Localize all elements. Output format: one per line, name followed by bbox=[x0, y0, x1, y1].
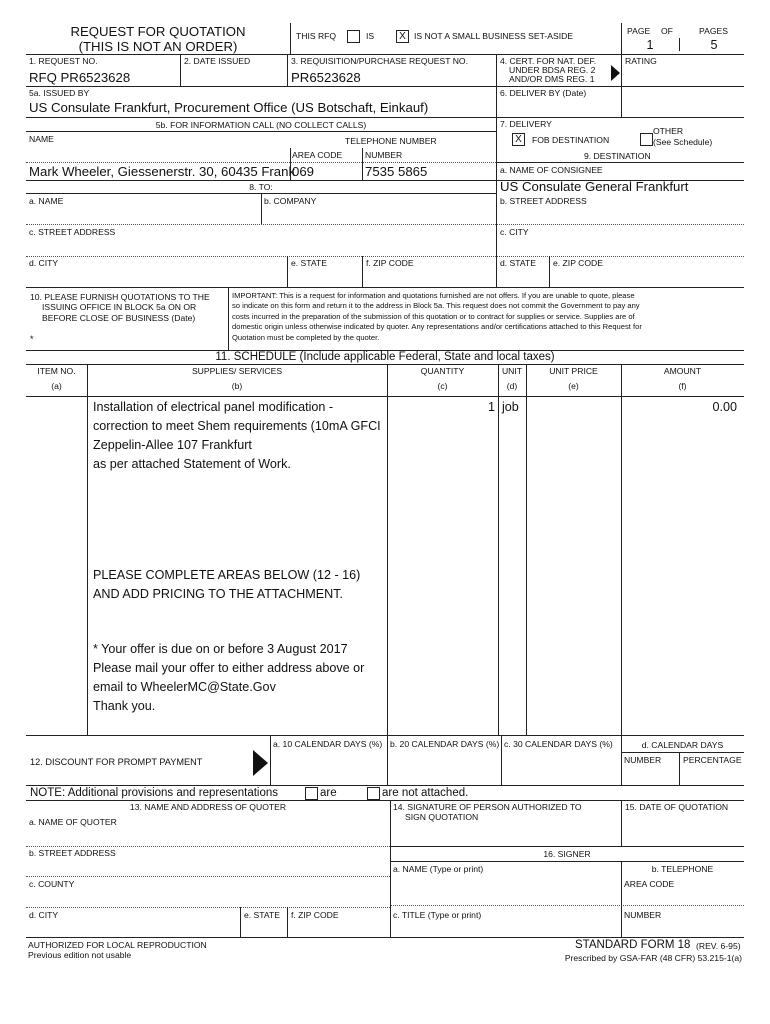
col-unit-sub: (d) bbox=[506, 381, 518, 391]
description-line[interactable]: correction to meet Shem requirements (10mA GFCI bbox=[93, 419, 381, 433]
deliver-by-label: 6. DELIVER BY (Date) bbox=[500, 88, 587, 98]
col-unit-header: UNIT bbox=[501, 366, 523, 376]
col-supplies-header: SUPPLIES/ SERVICES bbox=[191, 366, 283, 376]
discount-20-label[interactable]: b. 20 CALENDAR DAYS (%) bbox=[390, 739, 500, 749]
provisions-note: NOTE: Additional provisions and representations bbox=[30, 787, 279, 799]
col-amount-sub: (f) bbox=[678, 381, 687, 391]
dest-street-label: b. STREET ADDRESS bbox=[500, 196, 587, 206]
area-code-field[interactable]: 069 bbox=[292, 164, 315, 179]
signer-name-label[interactable]: a. NAME (Type or print) bbox=[393, 864, 484, 874]
rating-arrow-icon bbox=[611, 65, 620, 81]
due-line: * Your offer is due on or before 3 August 2017 bbox=[93, 642, 348, 656]
consignee-field[interactable]: US Consulate General Frankfurt bbox=[500, 179, 689, 194]
description-line[interactable]: Zeppelin-Allee 107 Frankfurt bbox=[93, 438, 252, 452]
telephone-label: TELEPHONE NUMBER bbox=[345, 136, 437, 146]
signer-number-label[interactable]: NUMBER bbox=[624, 910, 662, 920]
to-name-label: a. NAME bbox=[29, 196, 64, 206]
issued-by-field[interactable]: US Consulate Frankfurt, Procurement Office (US Botschaft, Einkauf) bbox=[29, 100, 429, 115]
description-line[interactable]: as per attached Statement of Work. bbox=[93, 457, 291, 471]
contact-name-field[interactable]: Mark Wheeler, Giessenerstr. 30, 60435 Frank bbox=[29, 164, 296, 179]
to-label: 8. TO: bbox=[249, 182, 273, 192]
this-rfq-label: THIS RFQ bbox=[296, 31, 337, 41]
footer-previous-edition: Previous edition not usable bbox=[28, 950, 132, 960]
cert-label-2: UNDER BDSA REG. 2 bbox=[509, 65, 596, 75]
instructions-line: PLEASE COMPLETE AREAS BELOW (12 - 16) bbox=[93, 568, 361, 582]
quoter-county-label[interactable]: c. COUNTY bbox=[29, 879, 75, 889]
page-label: PAGE bbox=[627, 26, 651, 36]
footer-form-name: STANDARD FORM 18 bbox=[575, 939, 691, 951]
instructions-line: AND ADD PRICING TO THE ATTACHMENT. bbox=[93, 587, 344, 601]
dest-zip-label: e. ZIP CODE bbox=[553, 258, 603, 268]
issued-by-label: 5a. ISSUED BY bbox=[29, 88, 90, 98]
pages-count[interactable]: 5 bbox=[710, 38, 718, 52]
discount-30-label[interactable]: c. 30 CALENDAR DAYS (%) bbox=[504, 739, 613, 749]
to-zip-label: f. ZIP CODE bbox=[366, 258, 414, 268]
requisition-field[interactable]: PR6523628 bbox=[291, 70, 361, 85]
quoter-label: 13. NAME AND ADDRESS OF QUOTER bbox=[129, 802, 287, 812]
cert-label-1: 4. CERT. FOR NAT. DEF. bbox=[500, 56, 597, 66]
fob-label: FOB DESTINATION bbox=[532, 135, 610, 145]
are-not-checkbox[interactable] bbox=[367, 787, 380, 800]
discount-percentage-label[interactable]: PERCENTAGE bbox=[683, 755, 742, 765]
signature-label-2[interactable]: SIGN QUOTATION bbox=[405, 812, 479, 822]
info-call-label: 5b. FOR INFORMATION CALL (NO COLLECT CALLS) bbox=[155, 120, 367, 130]
are-not-label: are not attached. bbox=[382, 787, 469, 799]
request-no-label: 1. REQUEST NO. bbox=[29, 56, 98, 66]
col-unit-price-sub: (e) bbox=[568, 381, 579, 391]
of-label: OF bbox=[661, 26, 673, 36]
date-issued-label: 2. DATE ISSUED bbox=[184, 56, 251, 66]
other-label: OTHER bbox=[653, 126, 684, 136]
number-label: NUMBER bbox=[365, 150, 403, 160]
signer-telephone-label: b. TELEPHONE bbox=[651, 864, 714, 874]
amount-field[interactable]: 0.00 bbox=[712, 400, 737, 414]
col-quantity-sub: (c) bbox=[437, 381, 448, 391]
consignee-label: a. NAME OF CONSIGNEE bbox=[500, 165, 603, 175]
schedule-title: 11. SCHEDULE (Include applicable Federal, State and local taxes) bbox=[215, 351, 555, 363]
to-state-label: e. STATE bbox=[291, 258, 327, 268]
is-not-checkbox[interactable]: X bbox=[396, 30, 409, 43]
to-street-label: c. STREET ADDRESS bbox=[29, 227, 116, 237]
quoter-city-label[interactable]: d. CITY bbox=[29, 910, 59, 920]
signature-label-1: 14. SIGNATURE OF PERSON AUTHORIZED TO bbox=[393, 802, 582, 812]
form-title: REQUEST FOR QUOTATION bbox=[70, 24, 246, 39]
delivery-label: 7. DELIVERY bbox=[500, 119, 552, 129]
description-line[interactable]: Installation of electrical panel modification - bbox=[93, 400, 334, 414]
fob-checkbox[interactable]: X bbox=[512, 133, 525, 146]
quoter-zip-label[interactable]: f. ZIP CODE bbox=[291, 910, 339, 920]
is-checkbox[interactable] bbox=[347, 30, 360, 43]
discount-label: 12. DISCOUNT FOR PROMPT PAYMENT bbox=[30, 757, 203, 767]
col-quantity-header: QUANTITY bbox=[420, 366, 465, 376]
col-item-sub: (a) bbox=[51, 381, 62, 391]
block10-star[interactable]: * bbox=[30, 334, 34, 344]
to-city-label: d. CITY bbox=[29, 258, 59, 268]
form-subtitle: (THIS IS NOT AN ORDER) bbox=[78, 39, 238, 54]
due-line: email to WheelerMC@State.Gov bbox=[93, 680, 276, 694]
pages-label: PAGES bbox=[699, 26, 728, 36]
col-amount-header: AMOUNT bbox=[663, 366, 702, 376]
important-line5: Quotation must be completed by the quoter. bbox=[232, 333, 380, 342]
destination-label: 9. DESTINATION bbox=[584, 151, 651, 161]
signer-title-label[interactable]: c. TITLE (Type or print) bbox=[393, 910, 482, 920]
contact-name-label: NAME bbox=[29, 134, 54, 144]
number-field[interactable]: 7535 5865 bbox=[365, 164, 428, 179]
due-line: Please mail your offer to either address above or bbox=[93, 661, 365, 675]
footer-prescribed: Prescribed by GSA-FAR (48 CFR) 53.215-1(a) bbox=[564, 953, 742, 963]
are-checkbox[interactable] bbox=[305, 787, 318, 800]
quantity-field[interactable]: 1 bbox=[487, 400, 495, 414]
footer-authorized: AUTHORIZED FOR LOCAL REPRODUCTION bbox=[28, 940, 207, 950]
discount-arrow-icon bbox=[253, 750, 268, 776]
are-label: are bbox=[320, 787, 337, 799]
dest-state-label: d. STATE bbox=[500, 258, 536, 268]
signer-label: 16. SIGNER bbox=[543, 849, 591, 859]
important-line2: so indicate on this form and return it to the address in Block 5a. This request does not commit the Government to pay any bbox=[232, 301, 640, 310]
important-line1: IMPORTANT: This is a request for information and quotations furnished are not offers. If you are unable to quote, please bbox=[232, 291, 635, 300]
col-unit-price-header: UNIT PRICE bbox=[549, 366, 598, 376]
quoter-name-label[interactable]: a. NAME OF QUOTER bbox=[29, 817, 117, 827]
requisition-label: 3. REQUISITION/PURCHASE REQUEST NO. bbox=[291, 56, 468, 66]
block10-line1: 10. PLEASE FURNISH QUOTATIONS TO THE bbox=[30, 292, 210, 302]
due-line: Thank you. bbox=[93, 699, 156, 713]
block10-line2: ISSUING OFFICE IN BLOCK 5a ON OR bbox=[42, 302, 197, 312]
page-number[interactable]: 1 bbox=[646, 38, 654, 52]
area-code-label: AREA CODE bbox=[292, 150, 343, 160]
quotation-date-label[interactable]: 15. DATE OF QUOTATION bbox=[625, 802, 729, 812]
dest-city-label: c. CITY bbox=[500, 227, 529, 237]
other-checkbox[interactable] bbox=[640, 133, 653, 146]
signer-area-code-label[interactable]: AREA CODE bbox=[624, 879, 675, 889]
quoter-street-label[interactable]: b. STREET ADDRESS bbox=[29, 848, 116, 858]
is-not-label: IS NOT A SMALL BUSINESS SET-ASIDE bbox=[414, 31, 574, 41]
important-line4: domestic origin unless otherwise indicated by quoter. Any representations and/or certifications attached to this Request for bbox=[232, 322, 642, 331]
discount-10-label[interactable]: a. 10 CALENDAR DAYS (%) bbox=[273, 739, 383, 749]
important-line3: costs incurred in the preparation of the submission of this quotation or to contract for supplies or service. Supplies are of bbox=[232, 312, 635, 321]
see-schedule-label: (See Schedule) bbox=[653, 137, 713, 147]
is-label: IS bbox=[366, 31, 375, 41]
quoter-state-label[interactable]: e. STATE bbox=[244, 910, 280, 920]
col-supplies-sub: (b) bbox=[231, 381, 243, 391]
discount-number-label[interactable]: NUMBER bbox=[624, 755, 662, 765]
block10-line3: BEFORE CLOSE OF BUSINESS (Date) bbox=[42, 313, 196, 323]
cert-label-3: AND/OR DMS REG. 1 bbox=[509, 74, 595, 84]
request-no-field[interactable]: RFQ PR6523628 bbox=[29, 70, 131, 85]
rating-label: RATING bbox=[625, 56, 657, 66]
calendar-days-label: d. CALENDAR DAYS bbox=[641, 740, 724, 750]
to-company-label: b. COMPANY bbox=[264, 196, 317, 206]
col-item-header: ITEM NO. bbox=[37, 366, 76, 376]
footer-revision: (REV. 6-95) bbox=[696, 941, 741, 951]
unit-field[interactable]: job bbox=[502, 400, 519, 414]
